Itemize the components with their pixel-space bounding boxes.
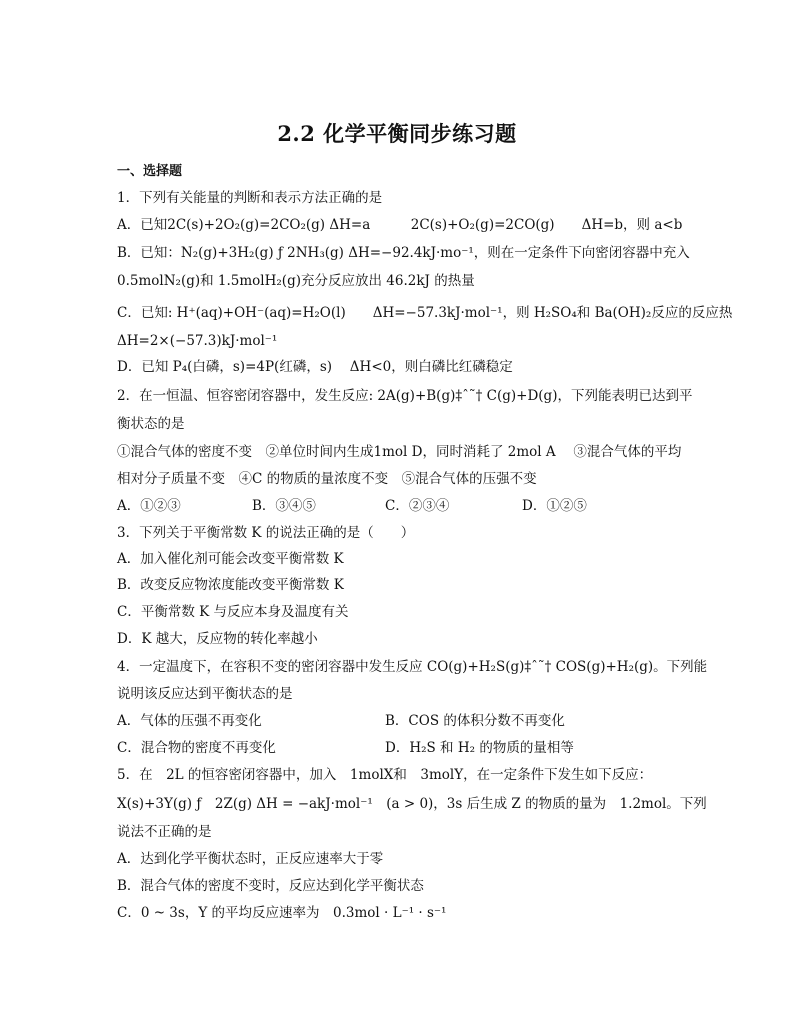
q4-option-c: C．混合物的密度不再变化 [117, 740, 276, 756]
q5-option-c: C．0 ~ 3s，Y 的平均反应速率为 0.3mol · L⁻¹ · s⁻¹ [117, 905, 447, 921]
section-heading: 一、选择题 [117, 164, 183, 179]
q5-stem-line1: 5．在 2L 的恒容密闭容器中，加入 1molX和 3molY，在一定条件下发生如下反应： [117, 767, 653, 783]
q5-option-b: B．混合气体的密度不变时，反应达到化学平衡状态 [117, 878, 424, 894]
q2-conditions-line2: 相对分子质量不变 ④C 的物质的量浓度不变 ⑤混合气体的压强不变 [117, 471, 537, 487]
q1-option-b-line2: 0.5molN₂(g)和 1.5molH₂(g)充分反应放出 46.2kJ 的热量 [117, 273, 475, 289]
q2-conditions-line1: ①混合气体的密度不变 ②单位时间内生成1mol D，同时消耗了 2mol A ③混合气体的平均 [117, 444, 682, 460]
q2-option-c: C．②③④ [385, 498, 450, 514]
q4-option-d: D．H₂S 和 H₂ 的物质的量相等 [385, 740, 574, 756]
q3-option-a: A．加入催化剂可能会改变平衡常数 K [117, 551, 344, 567]
q1-option-c-line2: ΔH=2×(−57.3)kJ·mol⁻¹ [117, 333, 278, 349]
q4-option-b: B．COS 的体积分数不再变化 [385, 713, 565, 729]
q4-option-a: A．气体的压强不再变化 [117, 713, 262, 729]
q3-option-d: D．K 越大，反应物的转化率越小 [117, 631, 318, 647]
q1-option-b-line1: B．已知：N₂(g)+3H₂(g) ƒ 2NH₃(g) ΔH=−92.4kJ·mo⁻¹，则在一定条件下向密闭容器中充入 [117, 245, 690, 261]
q2-option-b: B．③④⑤ [252, 498, 316, 514]
q4-stem-line1: 4．一定温度下，在容积不变的密闭容器中发生反应 CO(g)+H₂S(g)‡ˆ˜† COS(g)+H₂(g)。下列能 [117, 659, 708, 675]
q1-option-d: D．已知 P₄(白磷，s)=4P(红磷，s) ΔH<0，则白磷比红磷稳定 [117, 359, 513, 375]
q4-stem-line2: 说明该反应达到平衡状态的是 [117, 686, 293, 702]
q1-stem: 1．下列有关能量的判断和表示方法正确的是 [117, 190, 383, 206]
q5-stem-line2: X(s)+3Y(g) ƒ 2Z(g) ΔH = −akJ·mol⁻¹ (a > 0)，3s 后生成 Z 的物质的量为 1.2mol。下列 [117, 796, 707, 812]
q3-option-b: B．改变反应物浓度能改变平衡常数 K [117, 577, 344, 593]
q1-option-c-line1: C．已知: H⁺(aq)+OH⁻(aq)=H₂O(l) ΔH=−57.3kJ·mol⁻¹，则 H₂SO₄和 Ba(OH)₂反应的反应热 [117, 305, 733, 321]
document-title: 2.2 化学平衡同步练习题 [277, 121, 517, 146]
q2-stem-line1: 2．在一恒温、恒容密闭容器中，发生反应: 2A(g)+B(g)‡ˆ˜† C(g)+D(g)，下列能表明已达到平 [117, 388, 693, 404]
q3-option-c: C．平衡常数 K 与反应本身及温度有关 [117, 604, 349, 620]
q3-stem: 3．下列关于平衡常数 K 的说法正确的是（ ） [117, 525, 415, 541]
q1-option-a: A．已知2C(s)+2O₂(g)=2CO₂(g) ΔH=a 2C(s)+O₂(g)=2CO(g) ΔH=b，则 a<b [117, 217, 683, 233]
q2-option-a: A．①②③ [117, 498, 181, 514]
q5-option-a: A．达到化学平衡状态时，正反应速率大于零 [117, 851, 384, 867]
q5-stem-line3: 说法不正确的是 [117, 824, 212, 840]
q2-stem-line2: 衡状态的是 [117, 416, 185, 432]
q2-option-d: D．①②⑤ [522, 498, 587, 514]
